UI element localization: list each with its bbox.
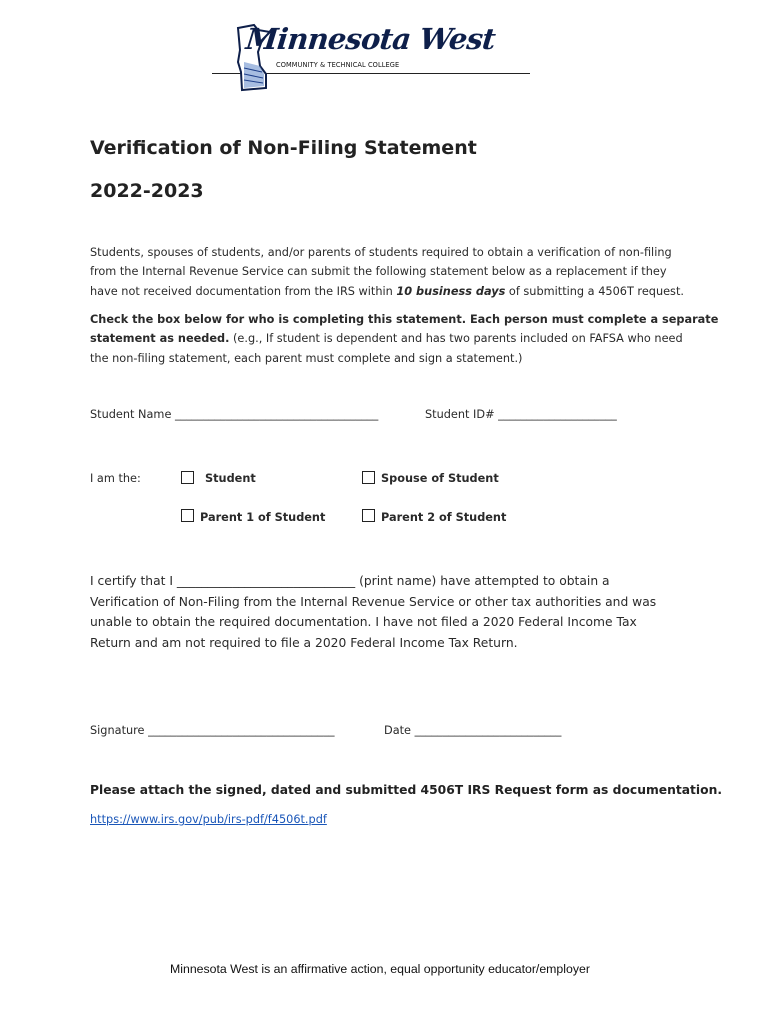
business-days-emphasis: 10 business days: [396, 284, 506, 298]
intro-line: Students, spouses of students, and/or parents of students required to obtain a verification of non-filing: [90, 246, 672, 259]
student-name-field[interactable]: Student Name ____________________________________: [90, 408, 379, 421]
role-label: I am the:: [90, 472, 141, 485]
certify-line: I certify that I _____________________________ (print name) have attempted to obtain a: [90, 574, 610, 588]
certification-paragraph: [90, 571, 710, 653]
irs-form-link[interactable]: https://www.irs.gov/pub/irs-pdf/f4506t.pdf: [90, 813, 327, 826]
intro-text: of submitting a 4506T request.: [505, 284, 684, 298]
instruction-line: Check the box below for who is completing this statement. Each person must complete a separate: [90, 313, 719, 326]
intro-line: from the Internal Revenue Service can submit the following statement below as a replacement if they: [90, 265, 667, 279]
instruction-bold: statement as needed.: [90, 332, 230, 346]
instruction-text: (e.g., If student is dependent and has two parents included on FAFSA who need: [229, 332, 683, 346]
parent2-checkbox[interactable]: [362, 509, 375, 522]
certify-line: Verification of Non-Filing from the Internal Revenue Service or other tax authorities and was: [90, 594, 657, 609]
instruction-paragraph: [90, 310, 719, 368]
parent1-checkbox-label: Parent 1 of Student: [200, 511, 326, 524]
intro-paragraph: [90, 243, 690, 301]
certify-line: unable to obtain the required documentation. I have not filed a 2020 Federal Income Tax: [90, 615, 637, 630]
footer-statement: Minnesota West is an affirmative action, equal opportunity educator/employer: [170, 962, 590, 976]
attach-note: Please attach the signed, dated and submitted 4506T IRS Request form as documentation.: [90, 783, 723, 797]
intro-text: have not received documentation from the IRS within: [90, 284, 397, 298]
spouse-checkbox-label: Spouse of Student: [381, 472, 499, 485]
intro-line: [90, 282, 690, 301]
academic-year: 2022-2023: [90, 180, 204, 202]
parent2-checkbox-label: Parent 2 of Student: [381, 511, 507, 524]
spouse-checkbox[interactable]: [362, 471, 375, 484]
date-field[interactable]: Date __________________________: [384, 724, 562, 737]
parent1-checkbox[interactable]: [181, 509, 194, 522]
signature-field[interactable]: Signature _________________________________: [90, 724, 335, 737]
student-checkbox[interactable]: [181, 471, 194, 484]
instruction-line: the non-filing statement, each parent must complete and sign a statement.): [90, 351, 523, 365]
logo-subtitle: COMMUNITY & TECHNICAL COLLEGE: [276, 61, 400, 69]
student-checkbox-label: Student: [205, 472, 256, 485]
instruction-line: [90, 329, 690, 348]
logo-wordmark: Minnesota West: [244, 22, 497, 56]
page-title: Verification of Non-Filing Statement: [90, 137, 477, 159]
certify-line: Return and am not required to file a 2020 Federal Income Tax Return.: [90, 635, 518, 650]
student-id-field[interactable]: Student ID# _____________________: [425, 408, 617, 421]
